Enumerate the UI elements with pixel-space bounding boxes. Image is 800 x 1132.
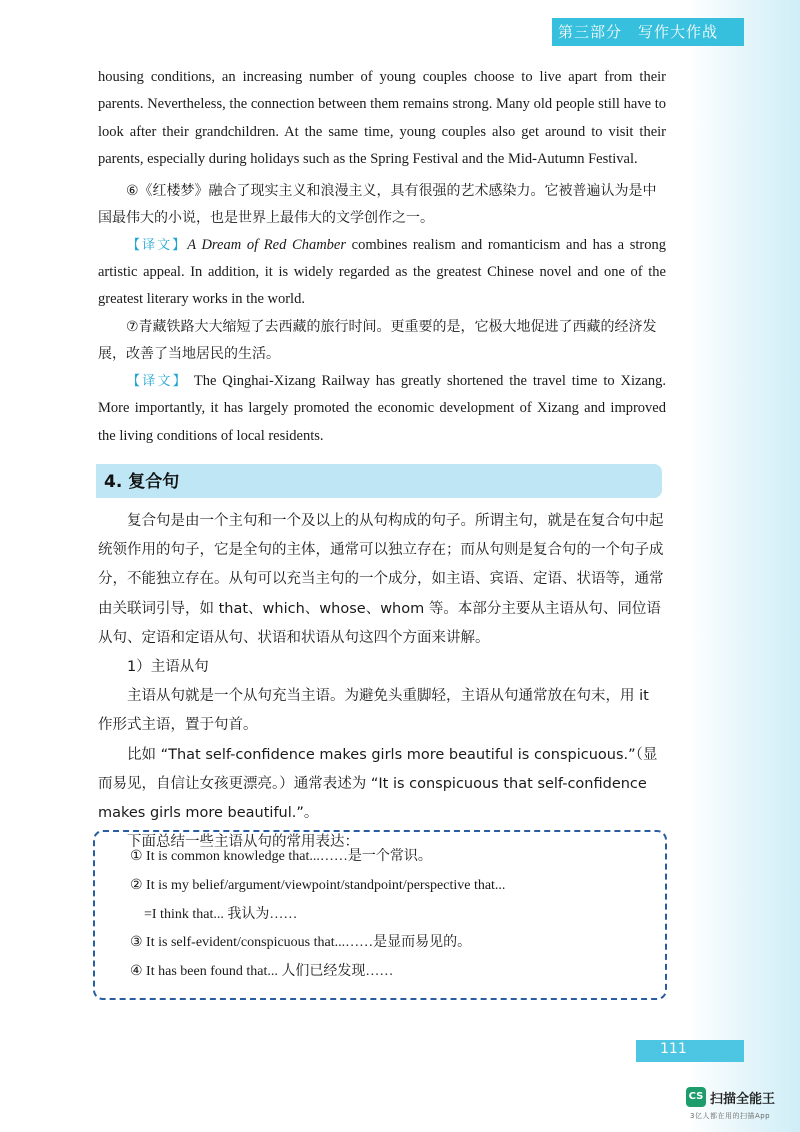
subject-clause-heading: 1）主语从句 — [127, 659, 209, 676]
paragraph-railway-cn: ⑦青藏铁路大大缩短了去西藏的旅行时间。更重要的是，它极大地促进了西藏的经济发展，改善了当地居民的生活。 — [98, 318, 657, 362]
section-heading-bar — [96, 464, 662, 498]
paragraph-housing: housing conditions, an increasing number of young couples choose to live apart from their parents. Nevertheless, the connection between them remains strong. Many old people still have to look after their grandchildren. At the same time, young couples also get around to visit their parents, especially during holidays such as the Spring Festival and the Mid-Autumn Festival. — [98, 69, 666, 168]
expression-item: ③ It is self-evident/conspicuous that...……是显而易见的。 — [130, 935, 472, 951]
paragraph-dream-cn: ⑥《红楼梦》融合了现实主义和浪漫主义，具有很强的艺术感染力。它被普遍认为是中国最伟大的小说，也是世界上最伟大的文学创作之一。 — [98, 182, 657, 226]
scanner-tagline: 3亿人都在用的扫描App — [690, 1112, 771, 1120]
compound-intro: 复合句是由一个主句和一个及以上的从句构成的句子。所谓主句，就是在复合句中起统领作用的句子，它是全句的主体，通常可以独立存在；而从句则是复合句的一个句子成分，不能独立存在。从句可以充当主句的一个成分，如主语、宾语、定语、状语等，通常由关联词引导，如 that、which、whose、whom 等。本部分主要从主语从句、同位语从句、定语和定语从句、状语和状语从句这四个方面来讲解。 — [98, 513, 664, 646]
subject-clause-definition: 主语从句就是一个从句充当主语。为避免头重脚轻，主语从句通常放在句末，用 it 作形式主语，置于句首。 — [98, 688, 649, 734]
header-title: 第三部分 写作大作战 — [558, 23, 719, 41]
scanner-logo-icon: CS — [686, 1087, 706, 1107]
expression-item: ② It is my belief/argument/viewpoint/standpoint/perspective that... — [130, 877, 506, 893]
translation-tag: 【译文】 — [127, 237, 188, 253]
scanner-name: 扫描全能王 — [710, 1092, 776, 1107]
text-block-top — [98, 64, 666, 450]
paragraph-railway-en — [98, 368, 666, 450]
expression-item: ① It is common knowledge that...……是一个常识。 — [130, 849, 432, 864]
expression-item: =I think that... 我认为…… — [144, 906, 298, 922]
expressions-list — [130, 843, 650, 987]
scanner-watermark — [686, 1087, 796, 1123]
translation-tag: 【译文】 — [127, 373, 188, 389]
expression-item: ④ It has been found that... 人们已经发现…… — [130, 964, 394, 980]
summary-lead: 下面总结一些主语从句的常用表达： — [127, 834, 359, 851]
text-block-compound — [98, 507, 666, 857]
subject-clause-example: 比如 “That self-confidence makes girls more beautiful is conspicuous.”（显而易见，自信让女孩更漂亮。）通常表述为 “It is conspicuous that self-confidence makes girls more beautiful.”。 — [98, 746, 658, 822]
book-title: A Dream of Red Chamber — [187, 236, 346, 253]
dream-translation: combines realism and romanticism and has a strong artistic appeal. In addition, it is widely regarded as the greatest Chinese novel and one of the greatest literary works in the world. — [98, 236, 666, 308]
section-heading: 4. 复合句 — [104, 472, 180, 492]
page-number-bar — [636, 1040, 744, 1062]
railway-translation: The Qinghai-Xizang Railway has greatly shortened the travel time to Xizang. More importantly, it has largely promoted the economic development of Xizang and improved the living conditions of local residents. — [98, 372, 666, 444]
page-number: 111 — [660, 1041, 687, 1057]
paragraph-dream-en — [98, 232, 666, 314]
